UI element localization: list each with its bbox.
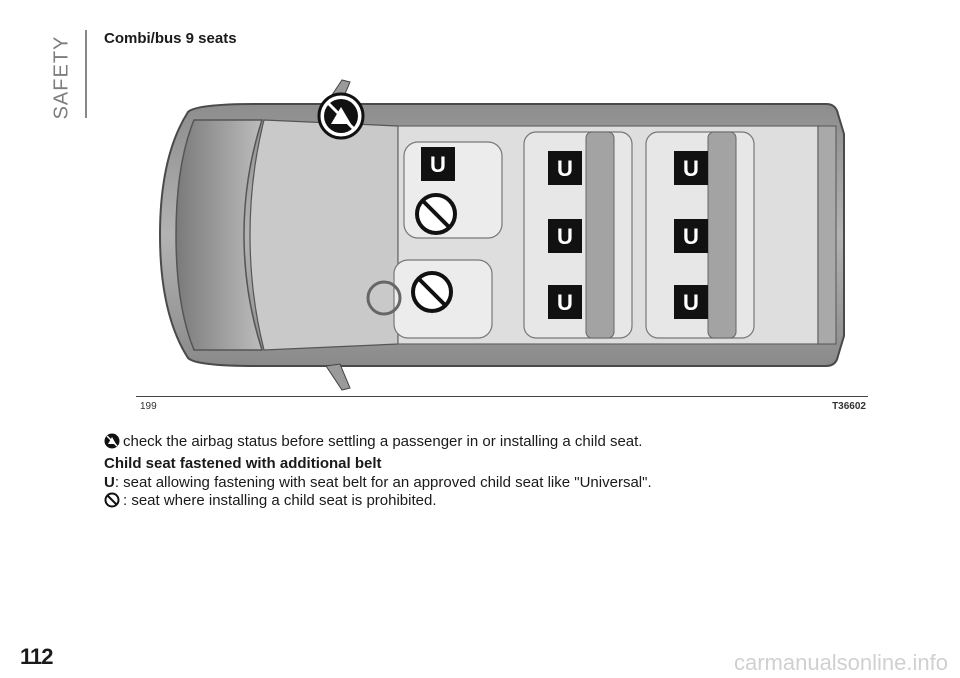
u-label: U [557,290,573,315]
u-label: U [683,224,699,249]
page-heading: Combi/bus 9 seats [104,30,237,47]
figure-number: 199 [140,401,157,412]
universal-key: U [104,474,115,491]
airbag-note-text: check the airbag status before settling a passenger in or installing a child seat. [123,433,643,450]
figure-rule [136,396,868,397]
u-label: U [683,156,699,181]
u-label: U [430,152,446,177]
watermark: carmanualsonline.info [733,650,948,675]
subheading: Child seat fastened with additional belt [104,455,382,472]
airbag-warning-icon [319,94,363,138]
no-child-seat-icon [104,492,120,508]
van-cabin [250,120,398,350]
mirror-right [326,364,350,390]
universal-legend [104,474,652,491]
universal-desc: : seat allowing fastening with seat belt for an approved child seat like "Universal". [114,474,652,491]
prohibited-legend [104,492,437,509]
section-label-text: SAFETY [50,35,73,120]
airbag-warning-icon [104,433,120,449]
page-number: 112 [20,644,53,669]
u-label: U [557,224,573,249]
van-seat-diagram [136,74,868,396]
no-child-seat-icon [417,195,455,233]
section-label [42,30,82,122]
van-rear [818,126,836,344]
section-divider [85,30,87,118]
u-label: U [683,290,699,315]
figure-code: T36602 [832,401,866,412]
u-label: U [557,156,573,181]
airbag-note [104,433,642,450]
prohibited-desc: : seat where installing a child seat is prohibited. [123,492,437,509]
no-child-seat-icon [413,273,451,311]
